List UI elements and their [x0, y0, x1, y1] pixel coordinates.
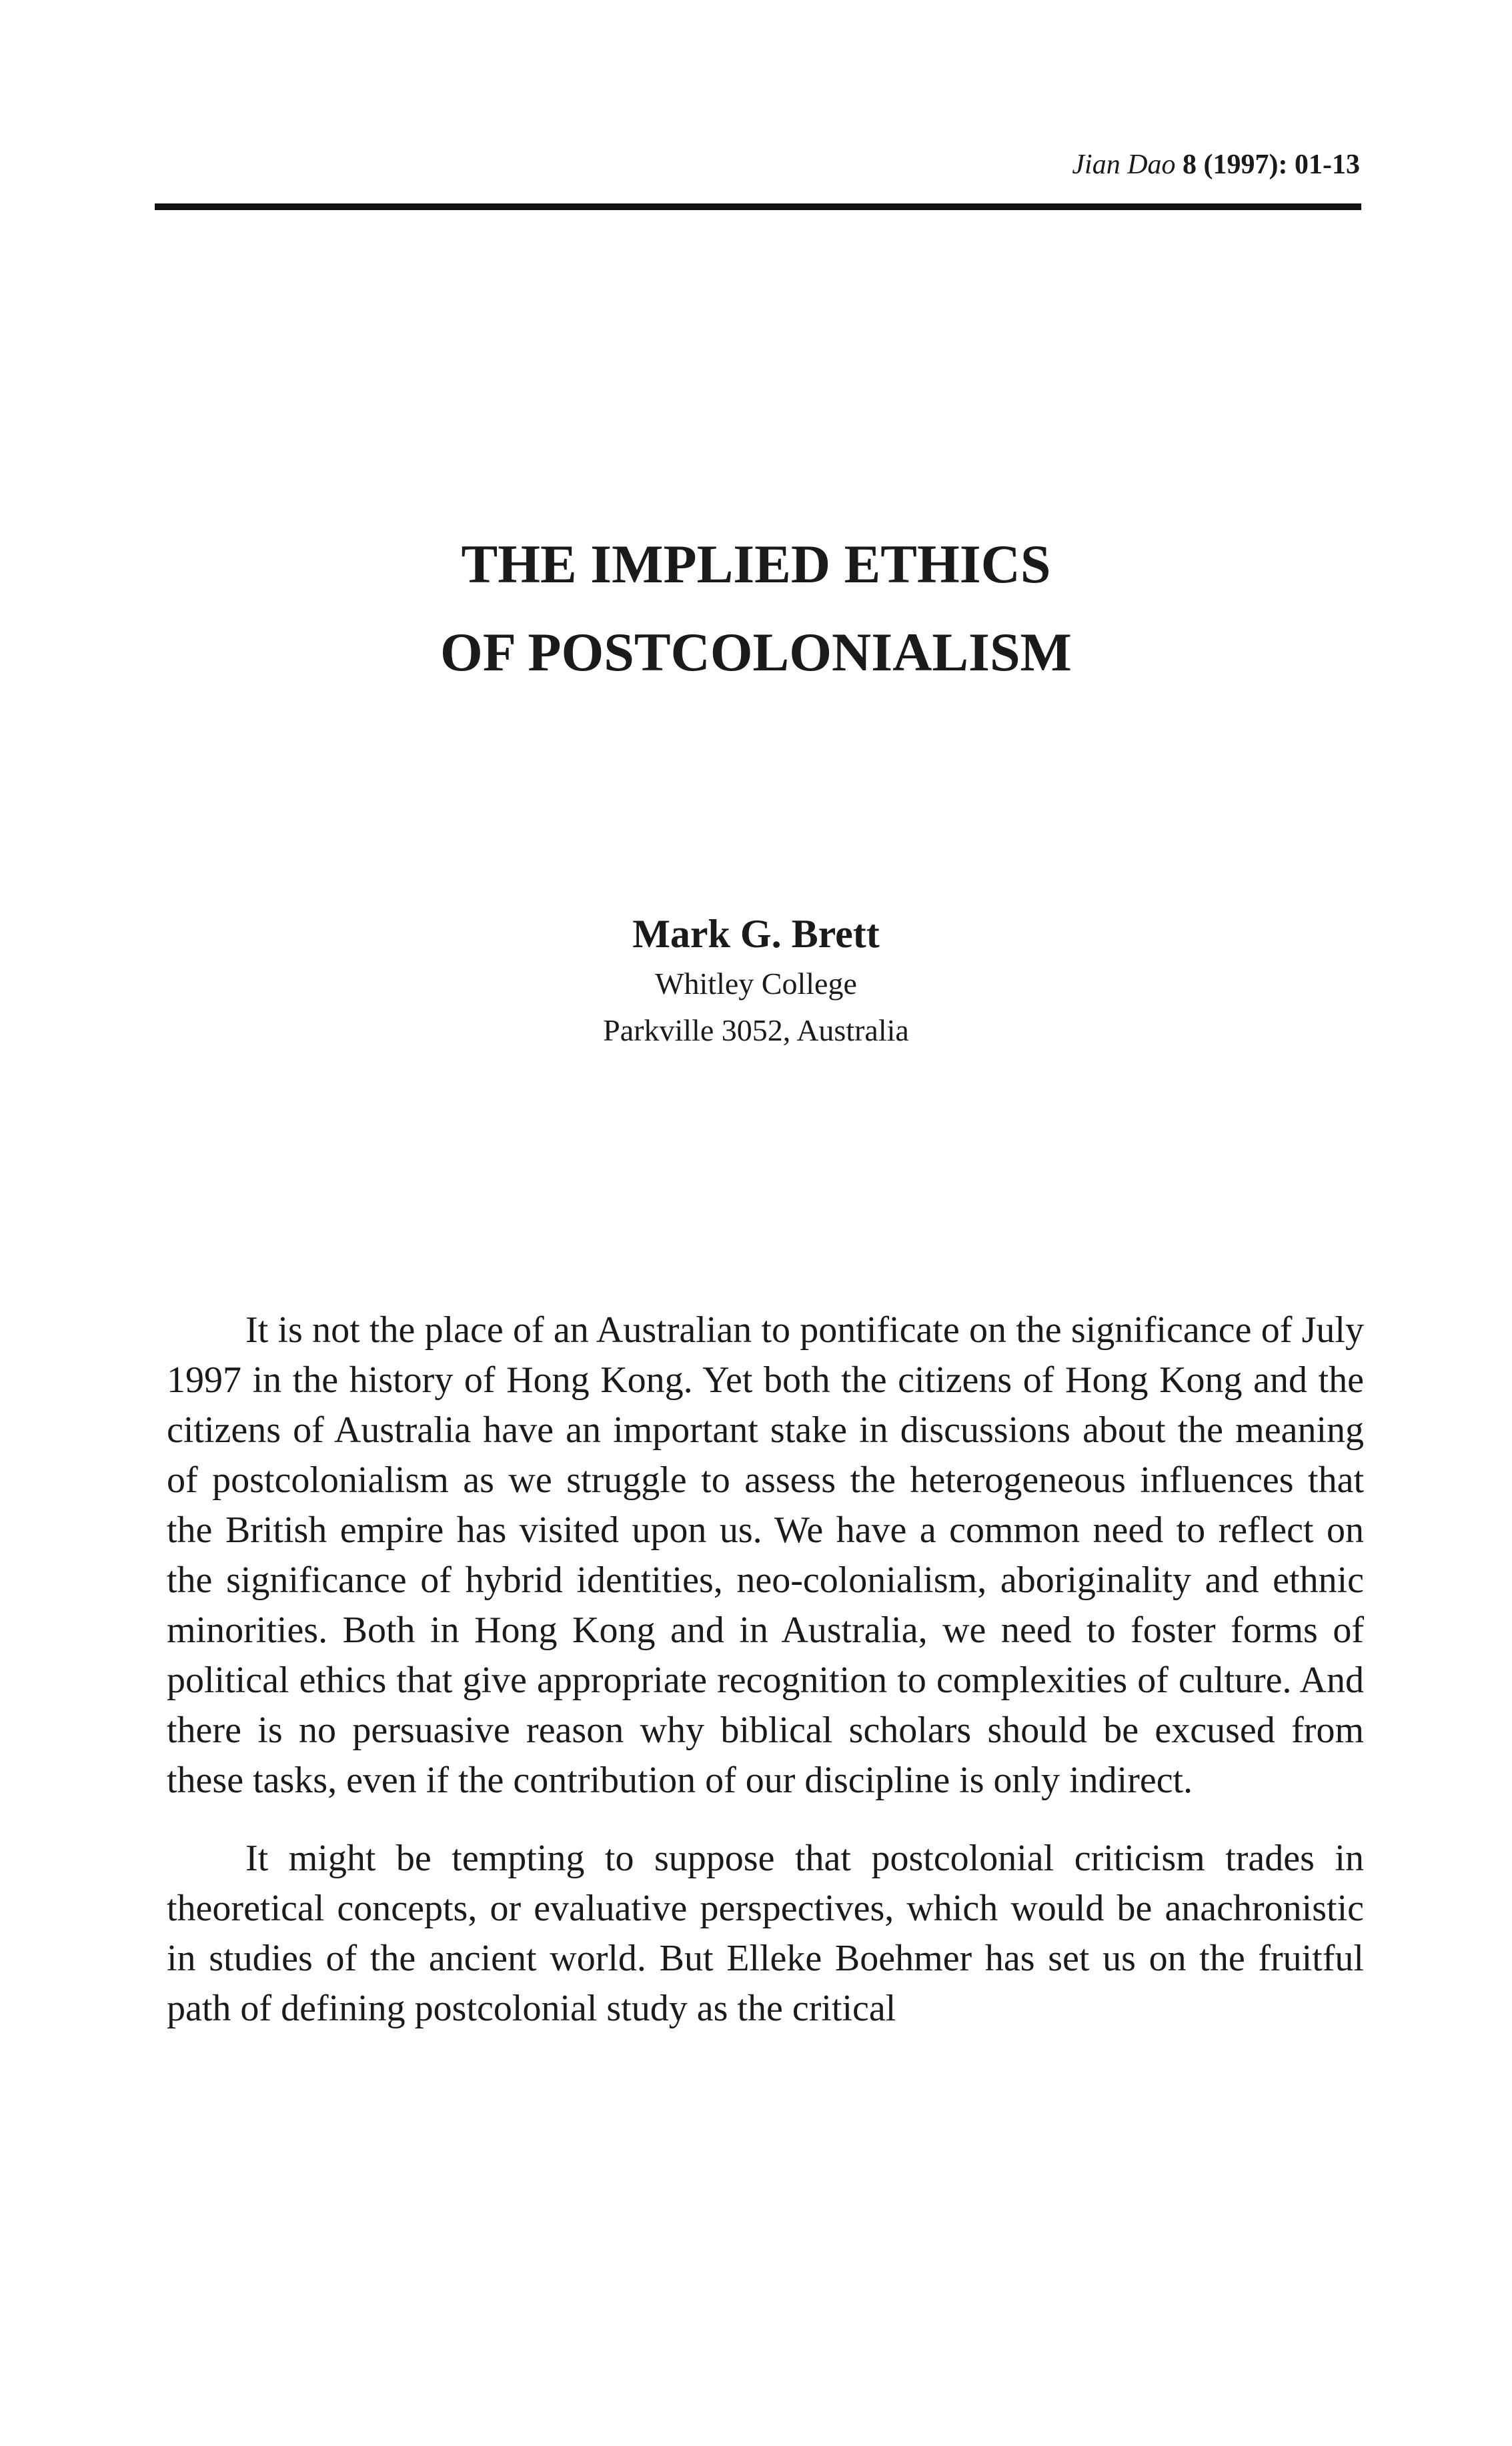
journal-name: Jian Dao	[1072, 149, 1176, 180]
title-line-1: THE IMPLIED ETHICS	[461, 534, 1051, 594]
volume-pages: 8 (1997): 01-13	[1183, 149, 1360, 180]
running-header	[1072, 151, 1360, 179]
author-location: Parkville 3052, Australia	[603, 1013, 909, 1047]
body-text	[167, 1305, 1364, 2034]
title-line-2: OF POSTCOLONIALISM	[440, 622, 1072, 682]
author-block	[0, 907, 1512, 1054]
author-institution: Whitley College	[655, 967, 857, 1001]
article-title	[0, 520, 1512, 696]
header-rule	[155, 203, 1361, 210]
author-name: Mark G. Brett	[632, 912, 880, 956]
paragraph-1: It is not the place of an Australian to pontificate on the significance of July 1997 in the history of Hong Kong. Yet both the citizens of Hong Kong and the citizens of Australia have an important stake in discussions about the meaning of postcolonialism as we struggle to assess the heterogeneous influences that the British empire has visited upon us. We have a common need to reflect on the significance of hybrid identities, neo-colonialism, aboriginality and ethnic minorities. Both in Hong Kong and in Australia, we need to foster forms of political ethics that give appropriate recognition to complexities of culture. And there is no persuasive reason why biblical scholars should be excused from these tasks, even if the contribution of our discipline is only indirect.	[167, 1309, 1364, 1801]
paragraph-2: It might be tempting to suppose that postcolonial criticism trades in theoretical concepts, or evaluative perspectives, which would be anachronistic in studies of the ancient world. But Elleke Boehmer has set us on the fruitful path of defining postcolonial study as the critical	[167, 1838, 1364, 2029]
